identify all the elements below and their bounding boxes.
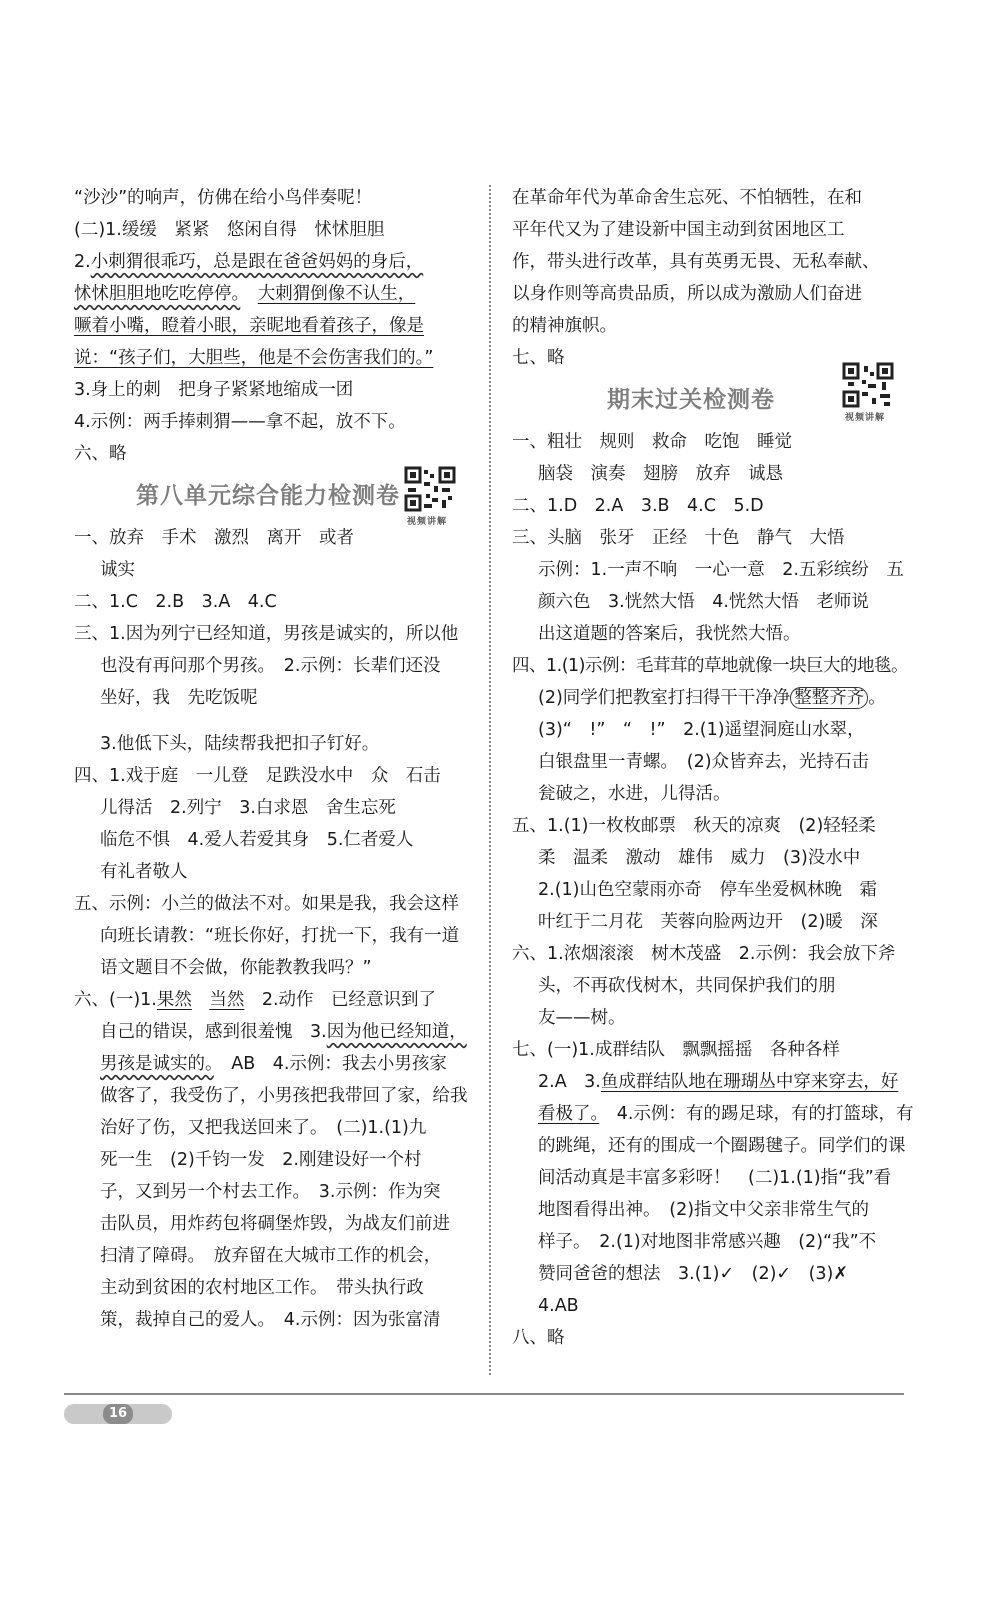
text-line: 五、1.(1)一枚枚邮票 秋天的凉爽 (2)轻轻柔 [512, 816, 876, 836]
underlined-text: 当然 [209, 990, 245, 1010]
text-line: 2.A 3.鱼成群结队地在珊瑚丛中穿来穿去，好 [538, 1072, 899, 1092]
text-line: 儿得活 2.列宁 3.白求恩 舍生忘死 [100, 798, 396, 818]
text-line: 子，又到另一个村去工作。 3.示例：作为突 [100, 1182, 441, 1202]
text-line: (3)“ !” “ !” 2.(1)遥望洞庭山水翠， [538, 720, 865, 740]
text-line: 自己的错误，感到很羞愧 3.因为他已经知道， [100, 1022, 467, 1042]
section-title [512, 374, 902, 426]
text-line [74, 342, 469, 374]
text-line: 击队员，用炸药包将碉堡炸毁，为战友们前进 [100, 1214, 450, 1234]
text-line: 向班长请教：“班长你好，打扰一下，我有一道 [100, 926, 460, 946]
text-line: 也没有再问那个男孩。 2.示例：长辈们还没 [100, 656, 441, 676]
text-line: 死一生 (2)千钧一发 2.刚建设好一个村 [100, 1150, 422, 1170]
text-line: 4.AB [538, 1296, 579, 1316]
circled-correction: 整整齐齐 [790, 687, 868, 709]
text-line: 颜六色 3.恍然大悟 4.恍然大悟 老师说 [538, 592, 869, 612]
text-line: 四、1.(1)示例：毛茸茸的草地就像一块巨大的地毯。 [512, 656, 908, 676]
underlined-text: 大刺猬倒像不认生， [257, 284, 416, 304]
text-line: 七、略 [512, 348, 565, 368]
text-line: 五、示例：小兰的做法不对。如果是我，我会这样 [74, 894, 459, 914]
text-line: 看极了。 4.示例：有的踢足球，有的打篮球，有 [538, 1104, 914, 1124]
text-line: 男孩是诚实的。 AB 4.示例：我去小男孩家 [100, 1054, 447, 1074]
text-line: 六、1.浓烟滚滚 树木茂盛 2.示例：我会放下斧 [512, 944, 896, 964]
text-line: 4.示例：两手捧刺猬——拿不起，放不下。 [74, 412, 406, 432]
text-line: 样子。 2.(1)对地图非常感兴趣 (2)“我”不 [538, 1232, 877, 1252]
left-column [74, 182, 469, 1336]
text-line: (2)同学们把教室打扫得干干净净 整整齐齐 。 [538, 688, 886, 708]
wavy-underline: 怵怵胆胆地吃吃停停。 [74, 284, 241, 304]
text-line: 友——树。 [538, 1008, 626, 1028]
qr-code-icon[interactable] [404, 466, 456, 512]
text-line: 脑袋 演奏 翅膀 放弃 诚恳 [538, 464, 783, 484]
text-line: 柔 温柔 激动 雄伟 威力 (3)没水中 [538, 848, 861, 868]
text-line: 六、(一)1.果然 当然 2.动作 已经意识到了 [74, 990, 437, 1010]
text-line: 二、1.C 2.B 3.A 4.C [74, 592, 277, 612]
text-line: 间活动真是丰富多彩呀！ (二)1.(1)指“我”看 [538, 1168, 892, 1188]
text-line: 2.小刺猬很乖巧，总是跟在爸爸妈妈的身后， [74, 252, 424, 272]
text-line: 头，不再砍伐树木，共同保护我们的朋 [538, 976, 836, 996]
text-line: 瓮破之，水进，儿得活。 [538, 784, 731, 804]
underlined-text: 说：“孩子们，大胆些，他是不会伤害我们的。” [74, 348, 434, 368]
text-line: 主动到贫困的农村地区工作。 带头执行政 [100, 1278, 424, 1298]
text-line: 四、1.戏于庭 一儿登 足跌没水中 众 石击 [74, 766, 441, 786]
text-line: 平年代又为了建设新中国主动到贫困地区工 [512, 220, 845, 240]
footer-rule [64, 1393, 904, 1395]
text-line: 语文题目不会做，你能教教我吗？” [100, 958, 372, 978]
text-line: 的精神旗帜。 [512, 316, 617, 336]
text-line: 叶红于二月花 芙蓉向脸两边开 (2)暖 深 [538, 912, 878, 932]
page-number-badge [64, 1404, 172, 1424]
text-line [74, 278, 469, 310]
text-line: 治好了伤，又把我送回来了。 (二)1.(1)九 [100, 1118, 427, 1138]
section-title-text: 第八单元综合能力检测卷 [136, 483, 400, 509]
text-line: 示例：1.一声不响 一心一意 2.五彩缤纷 五 [538, 560, 904, 580]
wavy-underline: 男孩是诚实的。 [100, 1054, 214, 1074]
qr-caption: 视频讲解 [845, 413, 886, 423]
text-line [74, 310, 469, 342]
page-number: 16 [103, 1404, 133, 1424]
qr-caption: 视频讲解 [407, 517, 448, 527]
underlined-text: 果然 [156, 990, 192, 1010]
text-line: 二、1.D 2.A 3.B 4.C 5.D [512, 496, 764, 516]
text-line: 扫清了障碍。 放弃留在大城市工作的机会， [100, 1246, 442, 1266]
text-line: 坐好，我 先吃饭呢 [100, 688, 258, 708]
text-line: 赞同爸爸的想法 3.(1)✓ (2)✓ (3)✗ [538, 1264, 849, 1284]
section-title [74, 470, 469, 527]
text-line: 的跳绳，还有的围成一个圈踢毽子。同学们的课 [538, 1136, 906, 1156]
wavy-underline: 因为他已经知道， [326, 1022, 467, 1042]
section-title-text: 期末过关检测卷 [607, 387, 775, 413]
text-line: 作，带头进行改革，具有英勇无畏、无私奉献、 [512, 252, 880, 272]
wavy-underline: 小刺猬很乖巧，总是跟在爸爸妈妈的身后， [90, 252, 424, 272]
text-line: 策，裁掉自己的爱人。 4.示例：因为张富清 [100, 1310, 441, 1330]
text-line: 七、(一)1.成群结队 飘飘摇摇 各种各样 [512, 1040, 840, 1060]
text-line: 在革命年代为革命舍生忘死、不怕牺牲，在和 [512, 188, 862, 208]
text-line: 一、放弃 手术 激烈 离开 或者 [74, 528, 354, 548]
text-line: 2.(1)山色空蒙雨亦奇 停车坐爱枫林晚 霜 [538, 880, 877, 900]
underlined-text: 鱼成群结队地在珊瑚丛中穿来穿去，好 [600, 1072, 899, 1092]
text-line: 白银盘里一青螺。 (2)众皆弃去，光持石击 [538, 752, 870, 772]
text-line: 八、略 [512, 1328, 565, 1348]
text-line: “沙沙”的响声，仿佛在给小鸟伴奏呢！ [74, 188, 373, 208]
right-column [512, 182, 914, 1354]
text-line: 3.身上的刺 把身子紧紧地缩成一团 [74, 380, 354, 400]
text-line: 以身作则等高贵品质，所以成为激励人们奋进 [512, 284, 862, 304]
column-separator [489, 185, 491, 1375]
qr-code-icon[interactable] [842, 362, 894, 408]
underlined-text: 噘着小嘴，瞪着小眼，亲昵地看着孩子，像是 [74, 316, 424, 336]
text-line: 一、粗壮 规则 救命 吃饱 睡觉 [512, 432, 792, 452]
text-line: 有礼者敬人 [100, 862, 188, 882]
text-line: 三、1.因为列宁已经知道，男孩是诚实的，所以他 [74, 624, 459, 644]
text-line: 三、头脑 张牙 正经 十色 静气 大悟 [512, 528, 845, 548]
text-line: 3.他低下头，陆续帮我把扣子钉好。 [100, 734, 380, 754]
text-line: (二)1.缓缓 紧紧 悠闲自得 怵怵胆胆 [74, 220, 385, 240]
text-line: 出这道题的答案后，我恍然大悟。 [538, 624, 801, 644]
text-line: 临危不惧 4.爱人若爱其身 5.仁者爱人 [100, 830, 414, 850]
text-line: 地图看得出神。 (2)指文中父亲非常生气的 [538, 1200, 870, 1220]
text-line: 六、略 [74, 444, 127, 464]
text-line: 做客了，我受伤了，小男孩把我带回了家，给我 [100, 1086, 468, 1106]
text-line: 诚实 [100, 560, 135, 580]
underlined-text: 看极了。 [538, 1104, 600, 1124]
